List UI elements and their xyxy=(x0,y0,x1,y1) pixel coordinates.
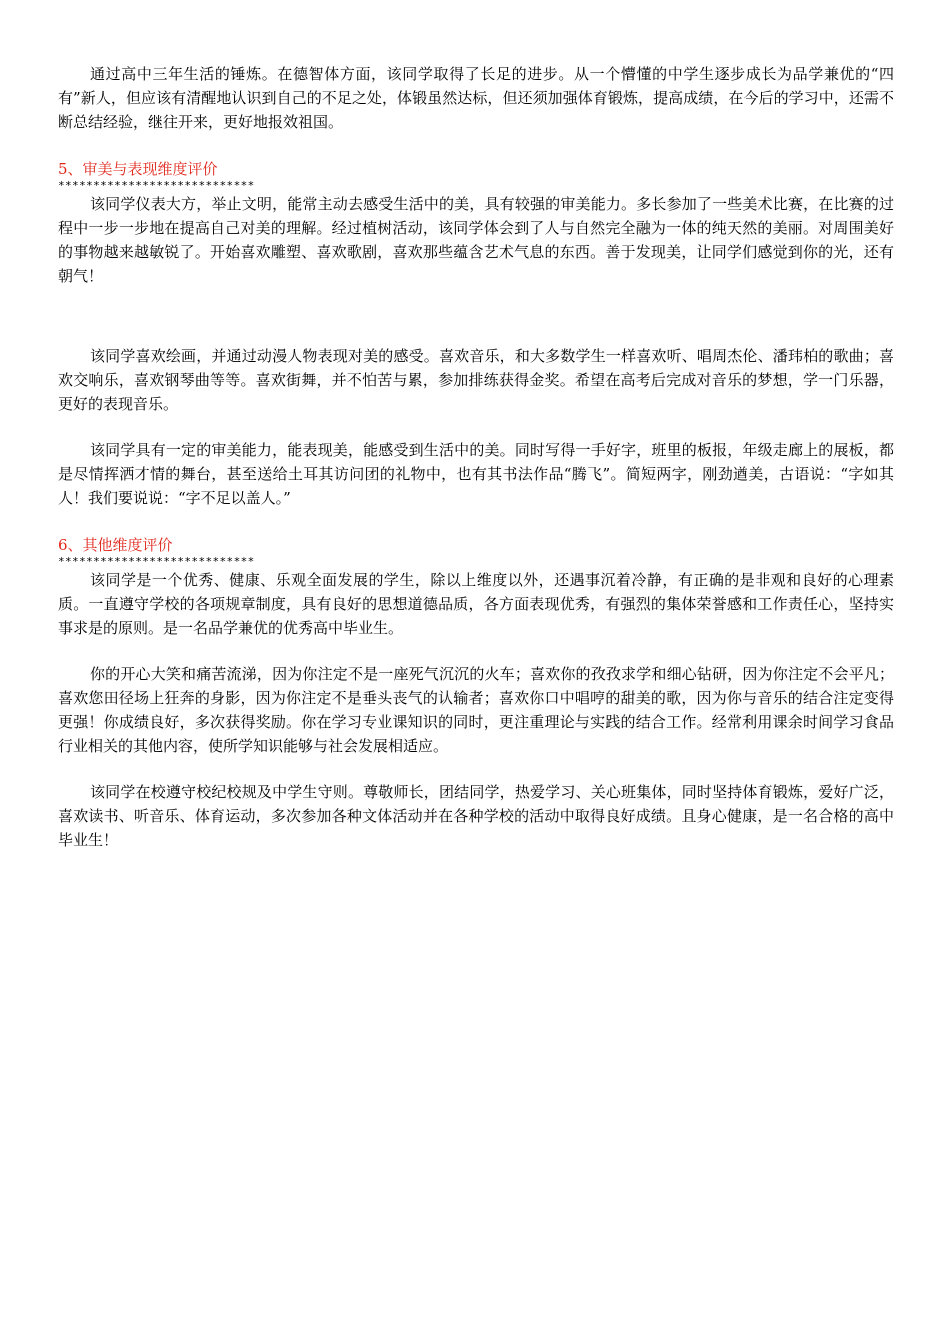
section-6-paragraph-1: 该同学是一个优秀、健康、乐观全面发展的学生，除以上维度以外，还遇事沉着冷静，有正确的是非观和良好的心理素质。一直遵守学校的各项规章制度，具有良好的思想道德品质，各方面表现优秀，有强烈的集体荣誉感和工作责任心，坚持实事求是的原则。是一名品学兼优的优秀高中毕业生。 xyxy=(58,571,894,637)
section-6-divider: **************************** xyxy=(58,555,255,568)
section-5-heading: 5、审美与表现维度评价 xyxy=(58,160,218,178)
section-5-paragraph-3: 该同学具有一定的审美能力，能表现美，能感受到生活中的美。同时写得一手好字，班里的板报，年级走廊上的展板，都是尽情挥洒才情的舞台，甚至送给土耳其访问团的礼物中，也有其书法作品“腾飞”。简短两字，刚劲遒美，古语说：“字如其人！我们要说说：“字不足以盖人。” xyxy=(58,441,894,507)
intro-paragraph: 通过高中三年生活的锤炼。在德智体方面，该同学取得了长足的进步。从一个懵懂的中学生逐步成长为品学兼优的“四有”新人，但应该有清醒地认识到自己的不足之处，体锻虽然达标，但还须加强体育锻炼，提高成绩，在今后的学习中，还需不断总结经验，继往开来，更好地报效祖国。 xyxy=(58,65,894,131)
section-5-paragraph-1: 该同学仪表大方，举止文明，能常主动去感受生活中的美，具有较强的审美能力。多长参加了一些美术比赛，在比赛的过程中一步一步地在提高自己对美的理解。经过植树活动，该同学体会到了人与自然完全融为一体的纯天然的美丽。对周围美好的事物越来越敏锐了。开始喜欢雕塑、喜欢歌剧，喜欢那些蕴含艺术气息的东西。善于发现美，让同学们感觉到你的光，还有朝气！ xyxy=(58,195,894,285)
section-6-paragraph-2: 你的开心大笑和痛苦流涕，因为你注定不是一座死气沉沉的火车；喜欢你的孜孜求学和细心钻研，因为你注定不会平凡；喜欢您田径场上狂奔的身影，因为你注定不是垂头丧气的认输者；喜欢你口中唱哼的甜美的歌，因为你与音乐的结合注定变得更强！你成绩良好，多次获得奖励。你在学习专业课知识的同时，更注重理论与实践的结合工作。经常利用课余时间学习食品行业相关的其他内容，使所学知识能够与社会发展相适应。 xyxy=(58,665,894,755)
section-6-paragraph-3: 该同学在校遵守校纪校规及中学生守则。尊敬师长，团结同学，热爱学习、关心班集体，同时坚持体育锻炼，爱好广泛，喜欢读书、听音乐、体育运动，多次参加各种文体活动并在各种学校的活动中取得良好成绩。且身心健康，是一名合格的高中毕业生！ xyxy=(58,783,894,849)
section-5-divider: **************************** xyxy=(58,179,255,192)
section-6-heading: 6、其他维度评价 xyxy=(58,536,173,554)
document-page xyxy=(58,62,894,852)
section-5-paragraph-2: 该同学喜欢绘画，并通过动漫人物表现对美的感受。喜欢音乐，和大多数学生一样喜欢听、唱周杰伦、潘玮柏的歌曲；喜欢交响乐，喜欢钢琴曲等等。喜欢街舞，并不怕苦与累，参加排练获得金奖。希望在高考后完成对音乐的梦想，学一门乐器，更好的表现音乐。 xyxy=(58,347,894,413)
